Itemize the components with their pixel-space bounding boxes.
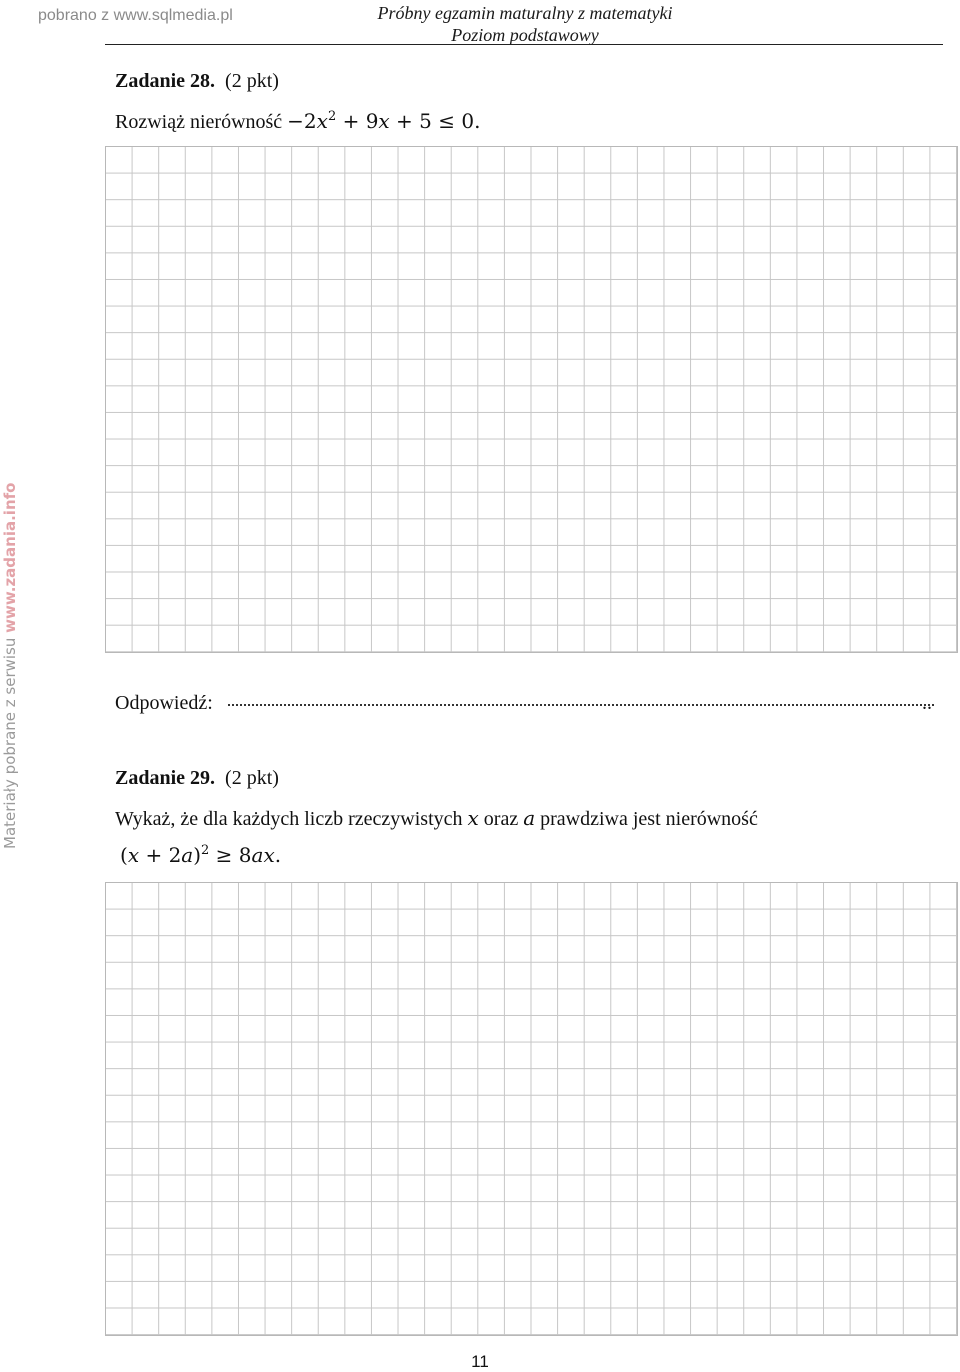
side-watermark — [1, 482, 19, 849]
task-29-text-3: prawdziwa jest nierówność — [540, 808, 758, 830]
watermark-brand[interactable]: www.zadania.info — [1, 482, 19, 633]
task-28-text: Rozwiąż nierówność — [115, 111, 283, 133]
task-29-text-1: Wykaż, że dla każdych liczb rzeczywistych — [115, 808, 463, 830]
exam-title: Próbny egzamin maturalny z matematyki — [377, 3, 673, 23]
task-29-points: (2 pkt) — [225, 767, 279, 789]
task-29-statement — [115, 806, 758, 831]
task-29-heading — [115, 767, 279, 790]
task-28-points: (2 pkt) — [225, 70, 279, 92]
task-28-label: Zadanie 28. — [115, 70, 216, 92]
task-28-heading — [115, 70, 279, 93]
watermark-text: Materiały pobrane z serwisu — [1, 632, 19, 849]
header-divider — [105, 44, 943, 45]
work-area-grid-29[interactable] — [105, 882, 958, 1336]
answer-tail: .. — [922, 692, 932, 714]
task-29-var-a: a — [523, 806, 536, 830]
page-number: 11 — [471, 1352, 489, 1371]
task-29-inequality: $(x + 2a)^2 \ge 8ax$. — [120, 843, 282, 867]
task-28-inequality: $-2x^2 + 9x + 5 \le 0$. — [287, 109, 481, 133]
source-link[interactable]: pobrano z www.sqlmedia.pl — [38, 7, 233, 24]
task-29-text-2: oraz — [483, 808, 519, 830]
work-area-grid-28[interactable] — [105, 146, 958, 653]
answer-label: Odpowiedź: — [115, 692, 213, 714]
task-28-statement — [115, 109, 480, 134]
task-29-var-x: x — [467, 806, 479, 830]
answer-field[interactable] — [228, 704, 934, 706]
task-29-label: Zadanie 29. — [115, 767, 216, 789]
exam-level: Poziom podstawowy — [451, 25, 599, 45]
